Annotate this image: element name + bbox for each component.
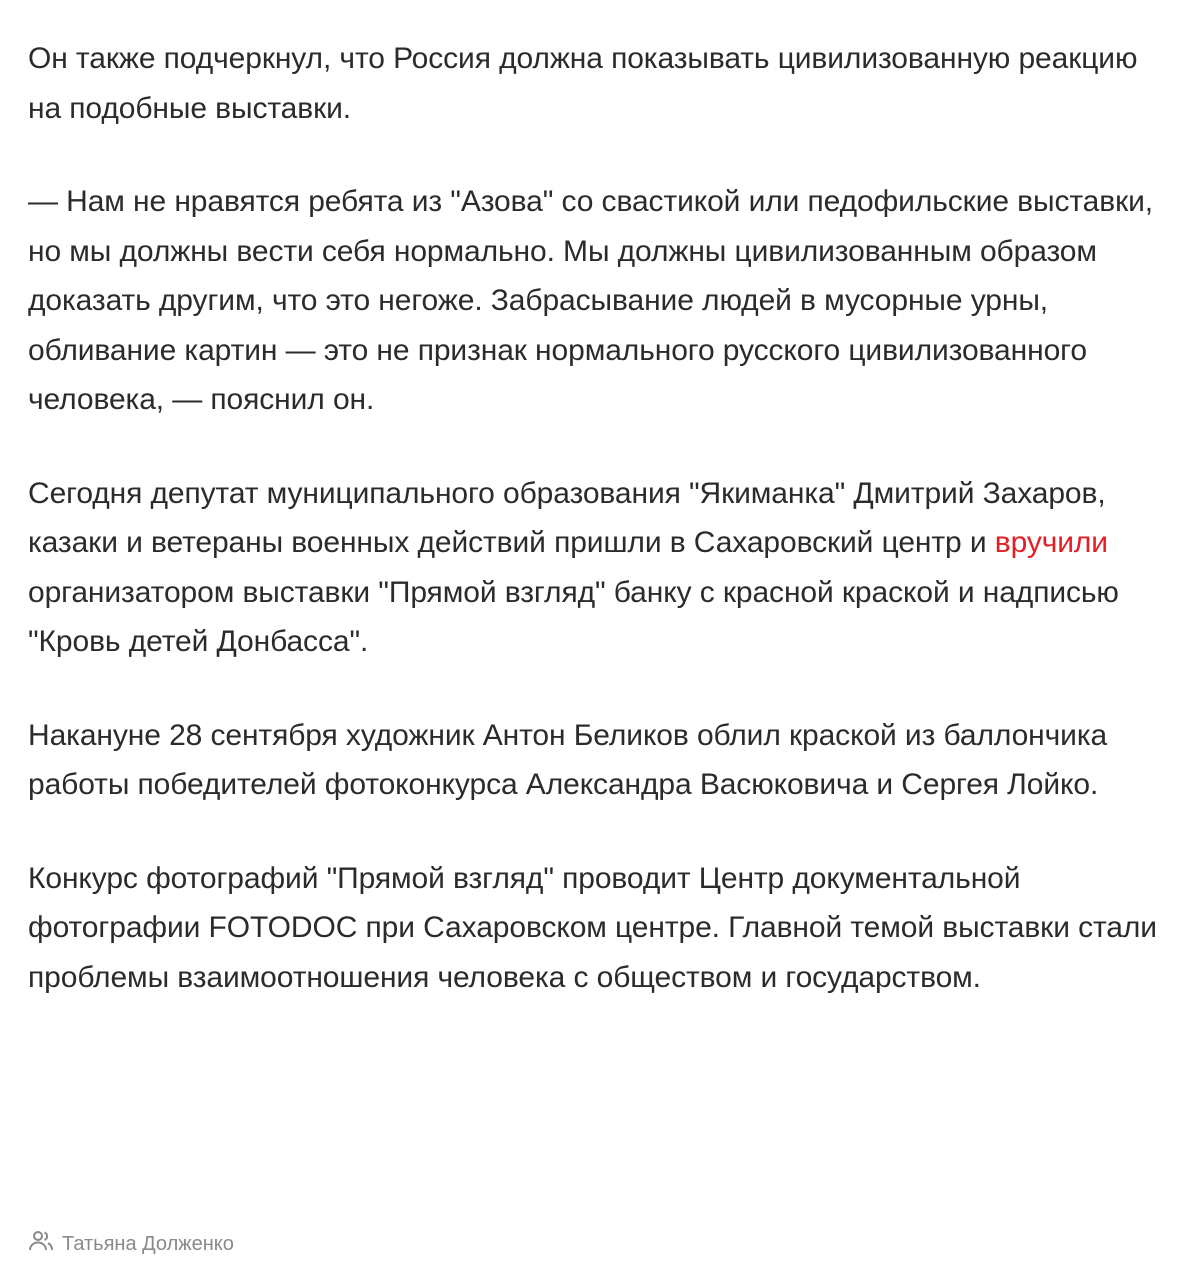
paragraph-3-text-after: организатором выставки "Прямой взгляд" банку с красной краской и надписью "Кровь детей Донбасса". bbox=[28, 575, 1119, 658]
paragraph-4: Накануне 28 сентября художник Антон Беликов облил краской из баллончика работы победителей фотоконкурса Александра Васюковича и Сергея Лойко. bbox=[28, 718, 1108, 801]
paragraph-3-text-before: Сегодня депутат муниципального образования "Якиманка" Дмитрий Захаров, казаки и ветераны военных действий пришли в Сахаровский центр и bbox=[28, 476, 1106, 559]
author-name[interactable]: Татьяна Долженко bbox=[62, 1232, 234, 1255]
handed-over-link[interactable]: вручили bbox=[994, 526, 1108, 559]
paragraph-1: Он также подчеркнул, что Россия должна показывать цивилизованную реакцию на подобные выставки. bbox=[28, 42, 1138, 125]
paragraph-2-quote: — Нам не нравятся ребята из "Азова" со свастикой или педофильские выставки, но мы должны вести себя нормально. Мы должны цивилизованным образом доказать другим, что это негоже. Забрасывание людей в мусорные урны, обливание картин — это не признак нормального русского цивилизованного человека, — пояснил он. bbox=[28, 185, 1154, 416]
article-body bbox=[28, 34, 1168, 1046]
author-byline[interactable] bbox=[28, 1228, 234, 1260]
users-icon bbox=[28, 1228, 54, 1260]
paragraph-3 bbox=[28, 469, 1168, 667]
paragraph-5: Конкурс фотографий "Прямой взгляд" проводит Центр документальной фотографии FOTODOC при Сахаровском центре. Главной темой выставки стали проблемы взаимоотношения человека с обществом и государством. bbox=[28, 861, 1157, 994]
